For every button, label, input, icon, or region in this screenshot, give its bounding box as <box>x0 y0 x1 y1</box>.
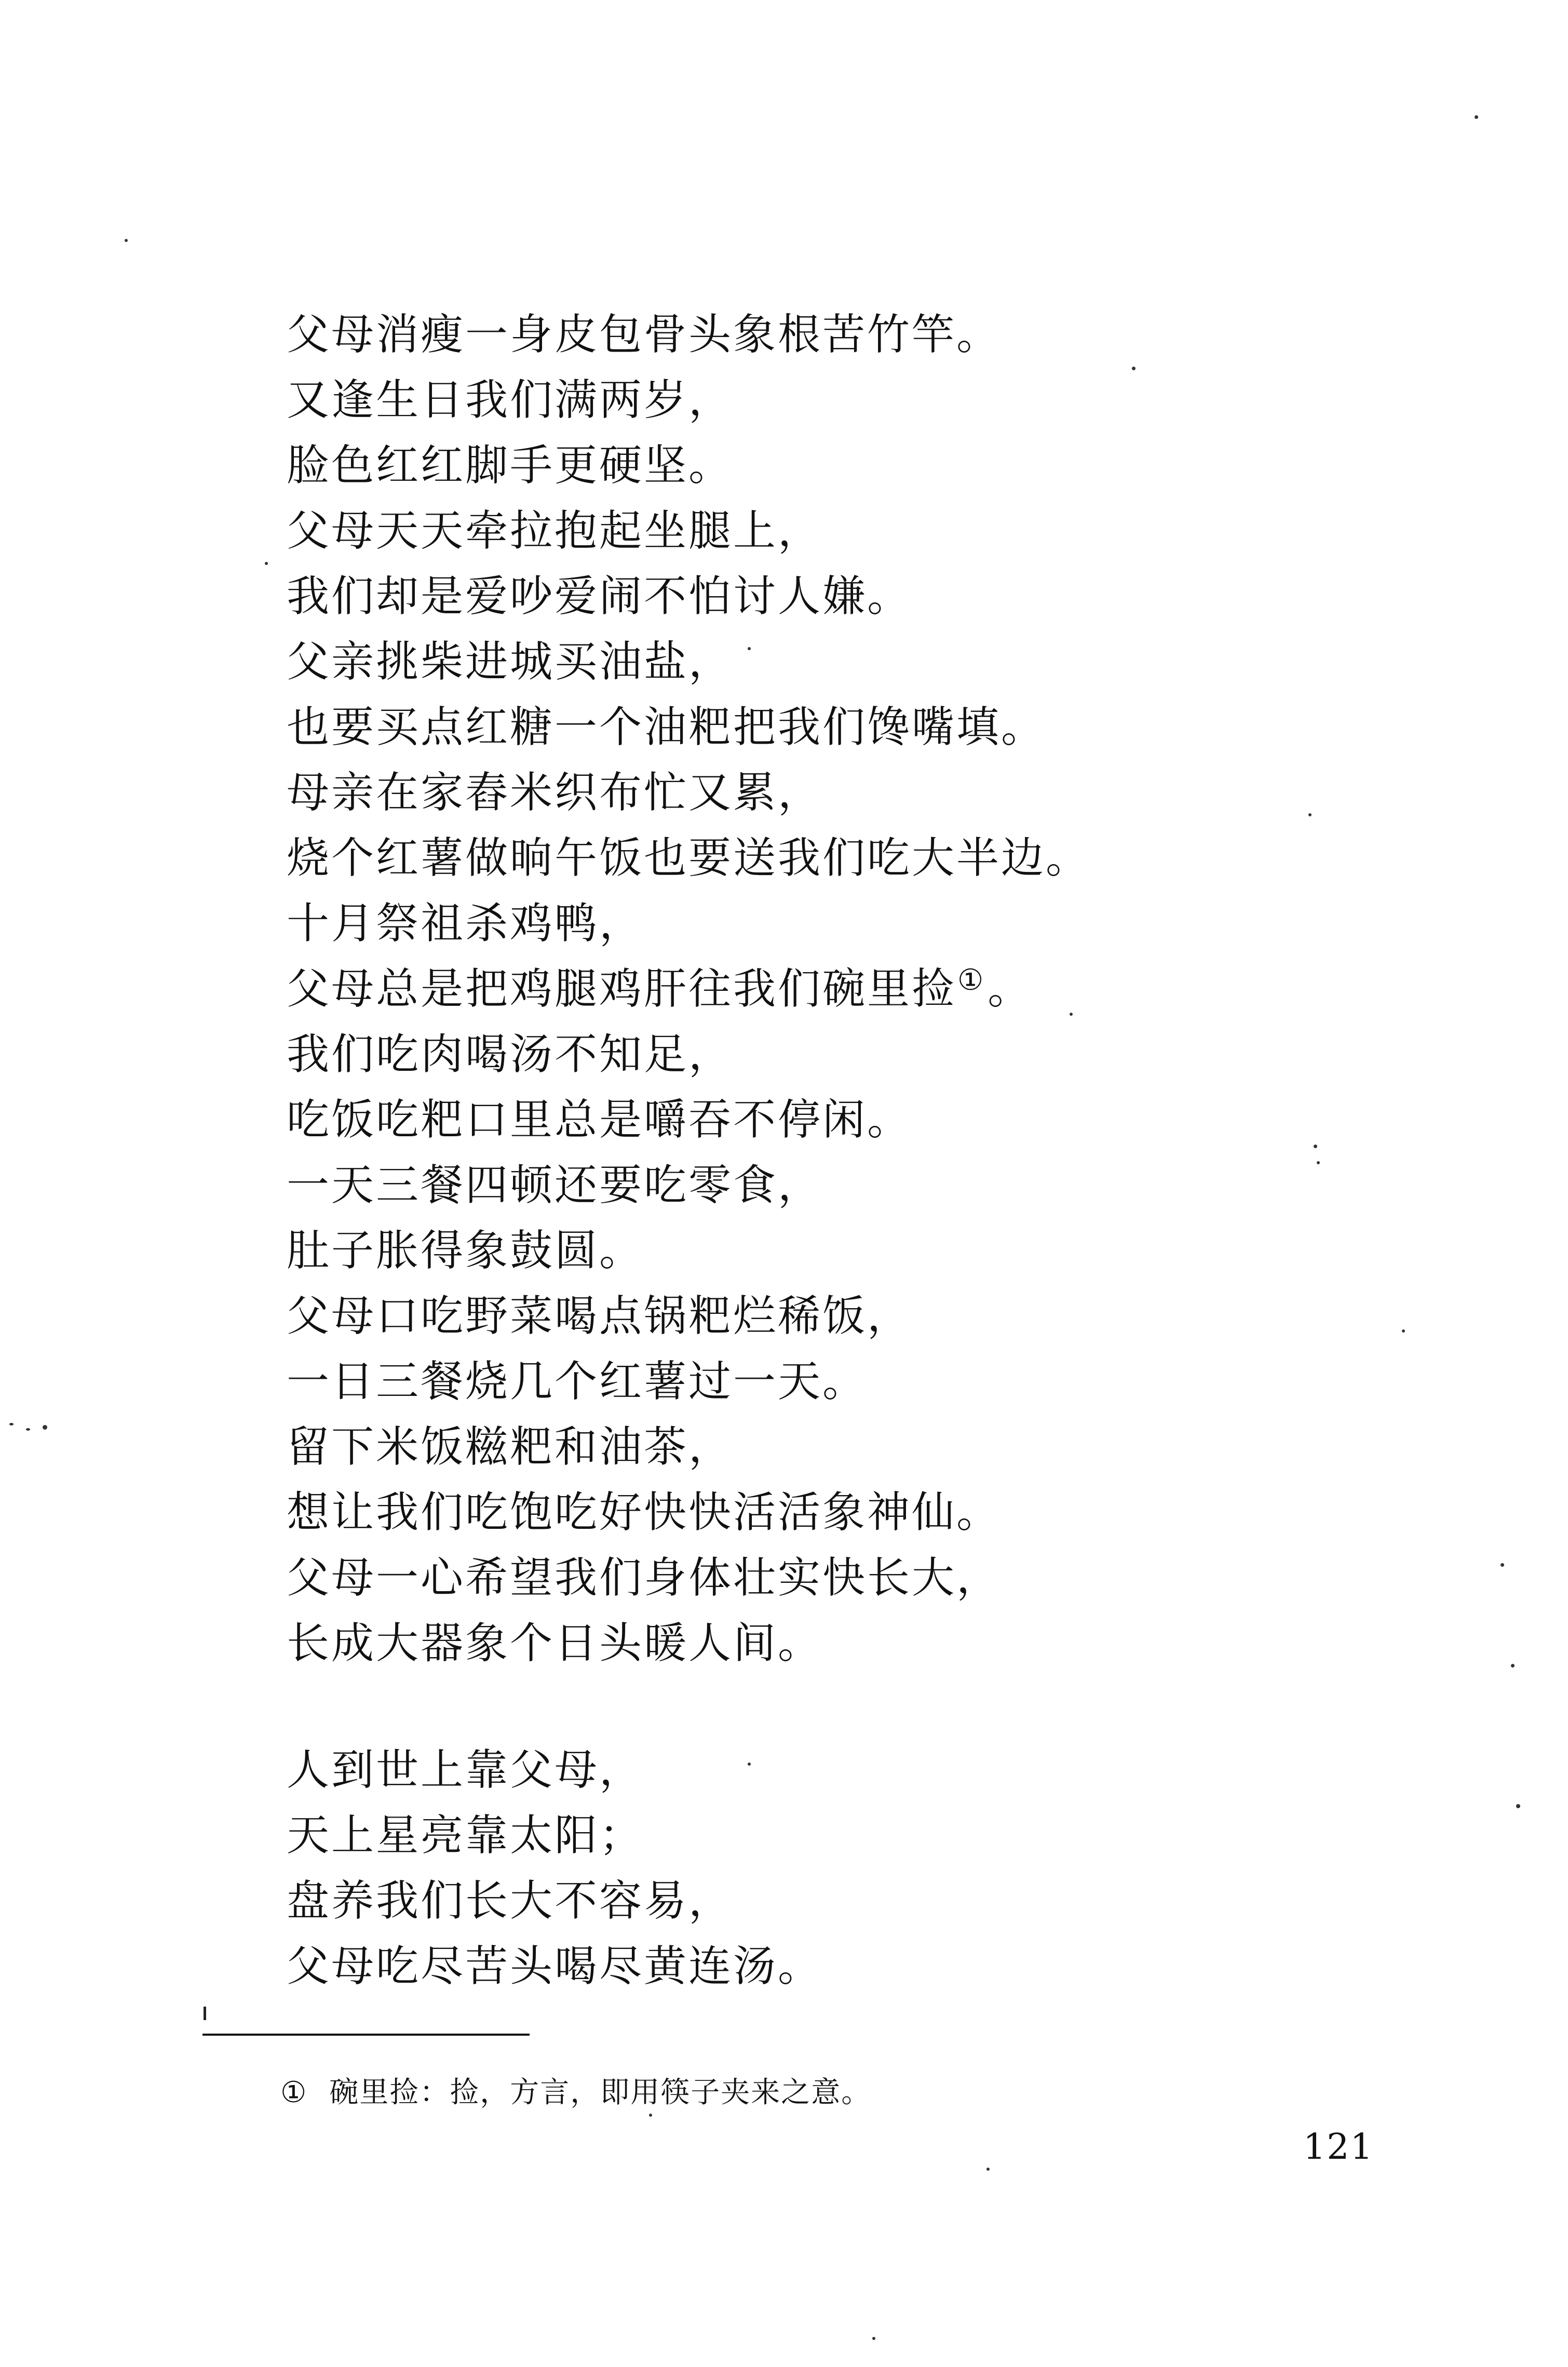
scan-speck <box>748 647 751 650</box>
scan-speck <box>1070 1013 1073 1016</box>
scan-speck <box>265 562 268 565</box>
scan-speck <box>1317 1161 1320 1164</box>
poem-line: 一天三餐四顿还要吃零食， <box>287 1161 823 1210</box>
stanza-2 <box>287 1738 1429 1999</box>
scan-speck <box>1501 1563 1504 1567</box>
poem-line: 留下米饭糍粑和油茶， <box>287 1422 734 1472</box>
scan-speck <box>1516 1804 1520 1808</box>
scan-speck <box>26 1428 30 1431</box>
scan-speck <box>649 2114 652 2117</box>
poem-line: 我们吃肉喝汤不知足， <box>287 1030 734 1079</box>
rule-tick-mark <box>204 2007 206 2020</box>
poem-line: 父母天天牵拉抱起坐腿上， <box>287 506 823 556</box>
poem-line: 想让我们吃饱吃好快快活活象神仙。 <box>287 1488 1002 1537</box>
poem-line: 母亲在家舂米织布忙又累， <box>287 768 823 817</box>
page-number: 121 <box>1303 2127 1374 2168</box>
poem-line: 父亲挑柴进城买油盐， <box>287 637 734 687</box>
poem-line: 一日三餐烧几个红薯过一天。 <box>287 1357 868 1406</box>
poem-line: 吃饭吃粑口里总是嚼吞不停闲。 <box>287 1095 912 1145</box>
scan-speck <box>872 2337 875 2340</box>
footnote-marker: ① <box>280 2076 308 2109</box>
poem-line: 我们却是爱吵爱闹不怕讨人嫌。 <box>287 572 912 621</box>
scan-speck <box>9 1423 13 1425</box>
scan-speck <box>1402 1329 1405 1333</box>
footnote-reference-marker[interactable]: ① <box>957 963 986 997</box>
poem-line-with-footnote <box>287 957 1429 1022</box>
scan-speck <box>748 1763 751 1766</box>
scan-speck <box>1475 115 1478 119</box>
scan-speck <box>1132 367 1136 370</box>
poem-line-text: 父母总是把鸡腿鸡肝往我们碗里捡 <box>287 964 957 1014</box>
stanza-1 <box>287 302 1429 1676</box>
poem-line: 父母消瘦一身皮包骨头象根苦竹竿。 <box>287 310 1002 359</box>
poem-line: 父母口吃野菜喝点锅粑烂稀饭， <box>287 1292 912 1341</box>
scan-speck <box>125 239 128 242</box>
footnote-text: 碗里捡：捡，方言，即用筷子夹来之意。 <box>329 2076 872 2109</box>
scan-speck <box>986 2168 990 2171</box>
poem-line: 脸色红红脚手更硬坚。 <box>287 441 734 490</box>
poem-line: 盘养我们长大不容易， <box>287 1876 734 1926</box>
footnote-divider <box>202 2034 530 2036</box>
poem-line: 天上星亮靠太阳； <box>287 1811 644 1860</box>
poem-line: 又逢生日我们满两岁， <box>287 375 734 425</box>
poem-body <box>287 302 1429 1999</box>
poem-line: 十月祭祖杀鸡鸭， <box>287 899 644 948</box>
scan-speck <box>1308 813 1312 816</box>
scan-speck <box>1511 1664 1515 1667</box>
poem-line: 烧个红薯做晌午饭也要送我们吃大半边。 <box>287 833 1091 883</box>
scan-speck <box>1314 1145 1317 1148</box>
poem-line: 肚子胀得象鼓圆。 <box>287 1226 644 1275</box>
poem-line: 人到世上靠父母， <box>287 1745 644 1795</box>
scan-speck <box>43 1425 47 1430</box>
poem-line: 也要买点红糖一个油粑把我们馋嘴填。 <box>287 703 1046 752</box>
line-end-punctuation: 。 <box>988 964 1033 1014</box>
footnote <box>280 2072 871 2114</box>
poem-line: 父母吃尽苦头喝尽黄连汤。 <box>287 1942 823 1991</box>
poem-line: 长成大器象个日头暖人间。 <box>287 1619 823 1668</box>
poem-line: 父母一心希望我们身体壮实快长大， <box>287 1553 1002 1603</box>
